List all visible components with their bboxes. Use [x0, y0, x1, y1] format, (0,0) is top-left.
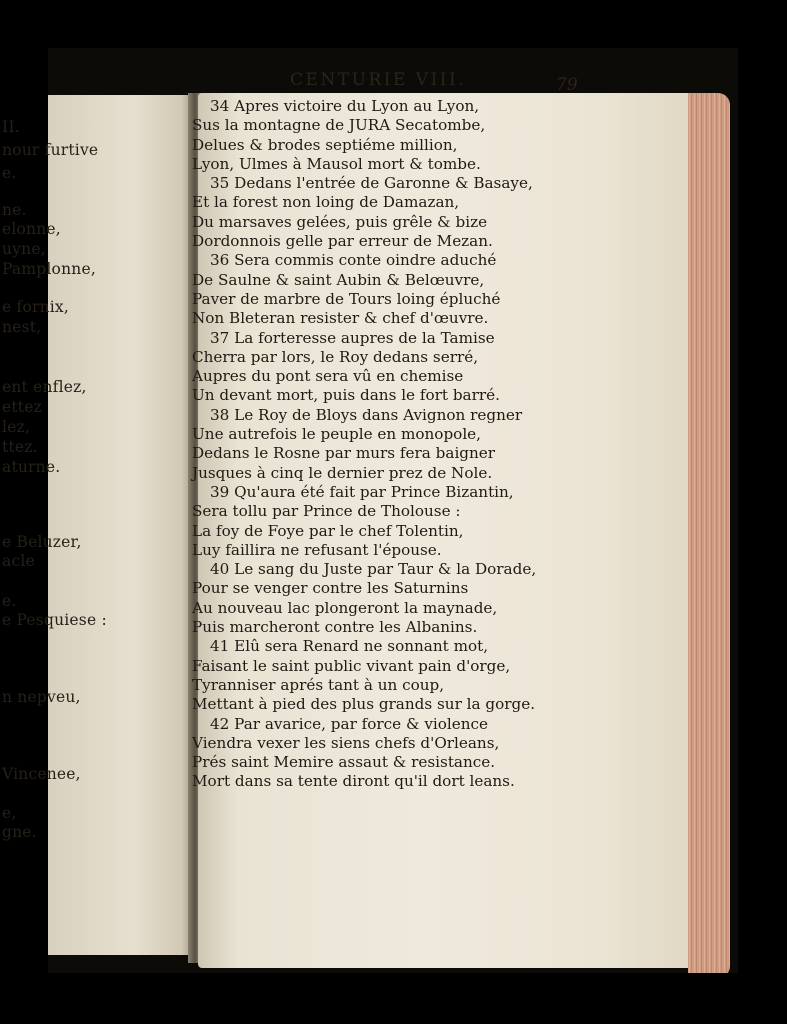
quatrain	[192, 715, 612, 792]
verse-line: Sus la montagne de JURA Secatombe,	[192, 116, 486, 135]
page-header: CENTURIE VIII.	[290, 70, 467, 90]
verse-line: Lyon, Ulmes à Mausol mort & tombe.	[192, 154, 481, 173]
left-line: ettez	[2, 398, 42, 416]
verse-line: Et la forest non loing de Damazan,	[192, 193, 460, 212]
left-line: II.	[2, 118, 20, 136]
page-number: 79	[556, 75, 578, 95]
quatrain	[192, 483, 612, 560]
verse-line: 34 Apres victoire du Lyon au Lyon,	[210, 97, 480, 115]
verse-line: Au nouveau lac plongeront la maynade,	[192, 598, 498, 617]
left-line: n nepveu,	[2, 688, 81, 706]
verse-line: Un devant mort, puis dans le fort barré.	[192, 386, 500, 405]
verse-line: Dedans le Rosne par murs fera baigner	[192, 444, 496, 463]
verse-line: Viendra vexer les siens chefs d'Orleans,	[192, 733, 500, 752]
left-line: e Beluzer,	[2, 533, 82, 551]
left-line: lez,	[2, 418, 31, 436]
verse-line: Du marsaves gelées, puis grêle & bize	[192, 212, 488, 231]
verse-line: 37 La forteresse aupres de la Tamise	[210, 328, 495, 347]
verse-line: Paver de marbre de Tours loing épluché	[192, 289, 501, 308]
quatrain	[192, 406, 612, 483]
quatrain	[192, 251, 612, 328]
verse-line: Non Bleteran resister & chef d'œuvre.	[192, 309, 489, 328]
verse-line: Mort dans sa tente diront qu'il dort leans.	[192, 772, 515, 791]
verse-line: Pour se venger contre les Saturnins	[192, 579, 469, 598]
verse-line: Tyranniser aprés tant à un coup,	[192, 675, 445, 694]
verse-line: Aupres du pont sera vû en chemise	[192, 367, 464, 386]
verse-line: Dordonnois gelle par erreur de Mezan.	[192, 232, 493, 251]
verse-line: Faisant le saint public vivant pain d'orge,	[192, 656, 511, 675]
verse-line: 41 Elû sera Renard ne sonnant mot,	[210, 637, 489, 656]
left-line: Pamplonne,	[2, 260, 96, 278]
verse-line: Luy faillira ne refusant l'épouse.	[192, 540, 442, 559]
page-edges	[688, 93, 730, 973]
verse-line: Cherra par lors, le Roy dedans serré,	[192, 347, 479, 366]
verse-line: Une autrefois le peuple en monopole,	[192, 425, 481, 444]
left-line: nour furtive	[2, 141, 99, 159]
verse-line: 42 Par avarice, par force & violence	[210, 714, 489, 733]
left-line: e,	[2, 804, 17, 822]
quatrain	[192, 174, 612, 251]
left-line: Vincenee,	[2, 765, 81, 783]
verse-line: De Saulne & saint Aubin & Belœuvre,	[192, 270, 485, 289]
left-page	[48, 95, 193, 955]
verse-line: La foy de Foye par le chef Tolentin,	[192, 521, 464, 540]
left-line: ne.	[2, 201, 27, 219]
left-line: uyne,	[2, 240, 46, 258]
left-line: ttez.	[2, 438, 38, 456]
verse-line: Prés saint Memire assaut & resistance.	[192, 753, 496, 772]
verse-line: 35 Dedans l'entrée de Garonne & Basaye,	[210, 174, 533, 193]
verse-line: Jusques à cinq le dernier prez de Nole.	[192, 463, 493, 482]
left-line: e fornix,	[2, 298, 69, 316]
verse-line: Mettant à pied des plus grands sur la gorge.	[192, 695, 536, 714]
left-line: nest,	[2, 318, 42, 336]
left-line: e.	[2, 164, 17, 182]
quatrain	[192, 97, 612, 174]
left-line: e.	[2, 592, 17, 610]
left-line: e Pesquiese :	[2, 611, 107, 629]
left-line: elonne,	[2, 220, 61, 238]
left-line: aturne.	[2, 458, 61, 476]
verse-line: 36 Sera commis conte oindre aduché	[210, 251, 497, 270]
verse-line: 40 Le sang du Juste par Taur & la Dorade,	[210, 560, 537, 579]
quatrain	[192, 560, 612, 637]
left-line: gne.	[2, 823, 37, 841]
quatrain	[192, 329, 612, 406]
left-line: acle	[2, 552, 35, 570]
quatrain-text	[192, 97, 612, 792]
quatrain	[192, 637, 612, 714]
verse-line: 38 Le Roy de Bloys dans Avignon regner	[210, 405, 523, 424]
verse-line: Puis marcheront contre les Albanins.	[192, 618, 478, 637]
verse-line: Delues & brodes septiéme million,	[192, 135, 458, 154]
verse-line: 39 Qu'aura été fait par Prince Bizantin,	[210, 482, 514, 501]
verse-line: Sera tollu par Prince de Tholouse :	[192, 502, 461, 521]
left-line: ent enflez,	[2, 378, 87, 396]
